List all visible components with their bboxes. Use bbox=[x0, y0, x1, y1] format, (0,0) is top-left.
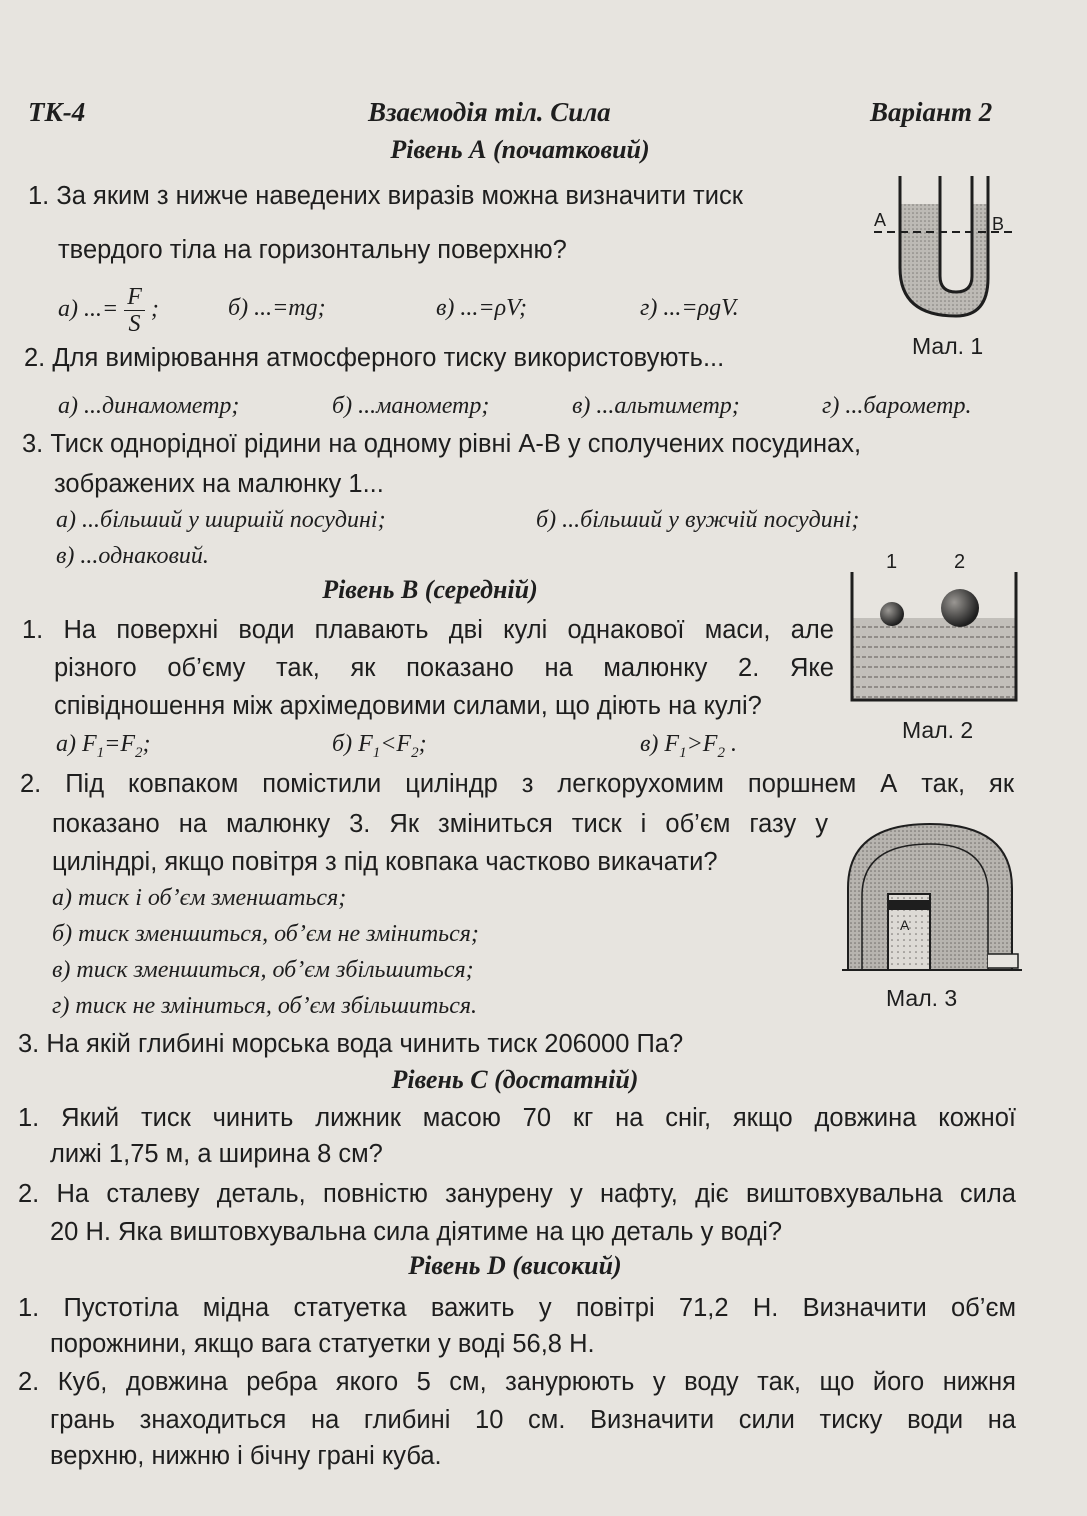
fig1-label-a: А bbox=[874, 210, 887, 230]
fraction-f-over-s bbox=[124, 284, 145, 337]
d1-text-line1: 1. Пустотіла мідна статуетка важить у повітрі 71,2 Н. Визначити об’єм bbox=[18, 1294, 1016, 1322]
a3-text-line2: зображених на малюнку 1... bbox=[54, 470, 384, 498]
b2-text-line1: 2. Під ковпаком помістили циліндр з легкорухомим поршнем А так, як bbox=[20, 770, 1014, 798]
b1-option-a: а) $F_1=F_2$; bbox=[56, 731, 151, 761]
a1-option-a-suffix: ; bbox=[150, 296, 159, 323]
c1-text-line2: лижі 1,75 м, а ширина 8 см? bbox=[50, 1140, 383, 1168]
b2-option-d: г) тиск не зміниться, об’єм збільшиться. bbox=[52, 993, 478, 1019]
level-d-heading: Рівень D (високий) bbox=[408, 1251, 622, 1280]
a1-text-line1: 1. За яким з нижче наведених виразів можна визначити тиск bbox=[28, 182, 743, 210]
a3-option-b: б) ...більший у вужчій посудині; bbox=[536, 507, 860, 533]
d2-text-line2: грань знаходиться на глибині 10 см. Визначити сили тиску води на bbox=[50, 1406, 1016, 1434]
fig2-label-1: 1 bbox=[886, 551, 898, 573]
a1-option-a bbox=[58, 284, 159, 337]
a1-option-a-prefix: а) ...= bbox=[58, 296, 119, 323]
b1-option-c: в) $F_1>F_2$ . bbox=[640, 731, 737, 761]
worksheet-code: ТК-4 bbox=[28, 97, 86, 127]
figure-2-floating-balls bbox=[844, 542, 1024, 702]
a2-option-c: в) ...альтиметр; bbox=[572, 393, 740, 419]
b2-option-b: б) тиск зменшиться, об’єм не зміниться; bbox=[52, 921, 479, 947]
a2-text-line1: 2. Для вимірювання атмосферного тиску використовують... bbox=[24, 344, 725, 372]
a2-option-d: г) ...барометр. bbox=[822, 393, 972, 419]
a1-option-d: г) ...=ρgV. bbox=[640, 295, 739, 321]
a1-option-b: б) ...=mg; bbox=[228, 295, 326, 321]
figure-2-caption: Мал. 2 bbox=[902, 717, 974, 743]
fig2-ball-2 bbox=[941, 589, 979, 627]
d2-text-line3: верхню, нижню і бічну грані куба. bbox=[50, 1442, 442, 1470]
a2-option-a: а) ...динамометр; bbox=[58, 393, 240, 419]
level-b-heading: Рівень В (середній) bbox=[322, 575, 538, 604]
a3-option-c: в) ...однаковий. bbox=[56, 543, 209, 569]
fraction-denominator: S bbox=[128, 311, 141, 337]
level-a-heading: Рівень А (початковий) bbox=[390, 135, 650, 164]
fig3-piston bbox=[888, 900, 930, 910]
a3-option-a: а) ...більший у ширшій посудині; bbox=[56, 507, 386, 533]
a3-text-line1: 3. Тиск однорідної рідини на одному рівні А-В у сполучених посудинах, bbox=[22, 430, 862, 458]
c2-text-line2: 20 Н. Яка виштовхувальна сила діятиме на цю деталь у воді? bbox=[50, 1218, 783, 1246]
variant-label: Варіант 2 bbox=[870, 97, 993, 127]
c2-text-line1: 2. На сталеву деталь, повністю занурену у нафту, діє виштовхувальна сила bbox=[18, 1180, 1016, 1208]
b2-option-a: а) тиск і об’єм зменшаться; bbox=[52, 885, 347, 911]
b3-text-line1: 3. На якій глибині морська вода чинить тиск 206000 Па? bbox=[18, 1030, 684, 1058]
worksheet-title: Взаємодія тіл. Сила bbox=[368, 97, 611, 127]
b1-text-line1: 1. На поверхні води плавають дві кулі однакової маси, але bbox=[22, 616, 834, 644]
figure-3-caption: Мал. 3 bbox=[886, 985, 958, 1011]
b2-text-line2: показано на малюнку 3. Як зміниться тиск і об’єм газу у bbox=[52, 810, 828, 838]
b2-text-line3: циліндрі, якщо повітря з під ковпака частково викачати? bbox=[52, 848, 718, 876]
fig3-label-a: А bbox=[900, 917, 910, 933]
fig1-liquid bbox=[900, 204, 988, 316]
b2-option-c: в) тиск зменшиться, об’єм збільшиться; bbox=[52, 957, 474, 983]
figure-3-bell-jar-cylinder bbox=[842, 818, 1022, 978]
fig3-outlet-pipe bbox=[988, 954, 1018, 968]
fig1-label-b: В bbox=[992, 214, 1005, 234]
a2-option-b: б) ...манометр; bbox=[332, 393, 490, 419]
level-c-heading: Рівень С (достатній) bbox=[391, 1065, 639, 1094]
fig2-water bbox=[852, 618, 1016, 700]
d1-text-line2: порожнини, якщо вага статуетки у воді 56,8 Н. bbox=[50, 1330, 595, 1358]
b1-text-line3: співідношення між архімедовими силами, що діють на кулі? bbox=[54, 692, 762, 720]
fraction-numerator: F bbox=[124, 284, 145, 311]
a1-option-c: в) ...=ρV; bbox=[436, 295, 527, 321]
figure-1-caption: Мал. 1 bbox=[912, 333, 984, 359]
a1-text-line2: твердого тіла на горизонтальну поверхню? bbox=[58, 236, 567, 264]
c1-text-line1: 1. Який тиск чинить лижник масою 70 кг на сніг, якщо довжина кожної bbox=[18, 1104, 1016, 1132]
b1-option-b: б) $F_1<F_2$; bbox=[332, 731, 427, 761]
fig2-label-2: 2 bbox=[954, 551, 966, 573]
fig2-ball-1 bbox=[880, 602, 904, 626]
d2-text-line1: 2. Куб, довжина ребра якого 5 см, занурюють у воду так, що його нижня bbox=[18, 1368, 1016, 1396]
b1-text-line2: різного об’єму так, як показано на малюнку 2. Яке bbox=[54, 654, 834, 682]
